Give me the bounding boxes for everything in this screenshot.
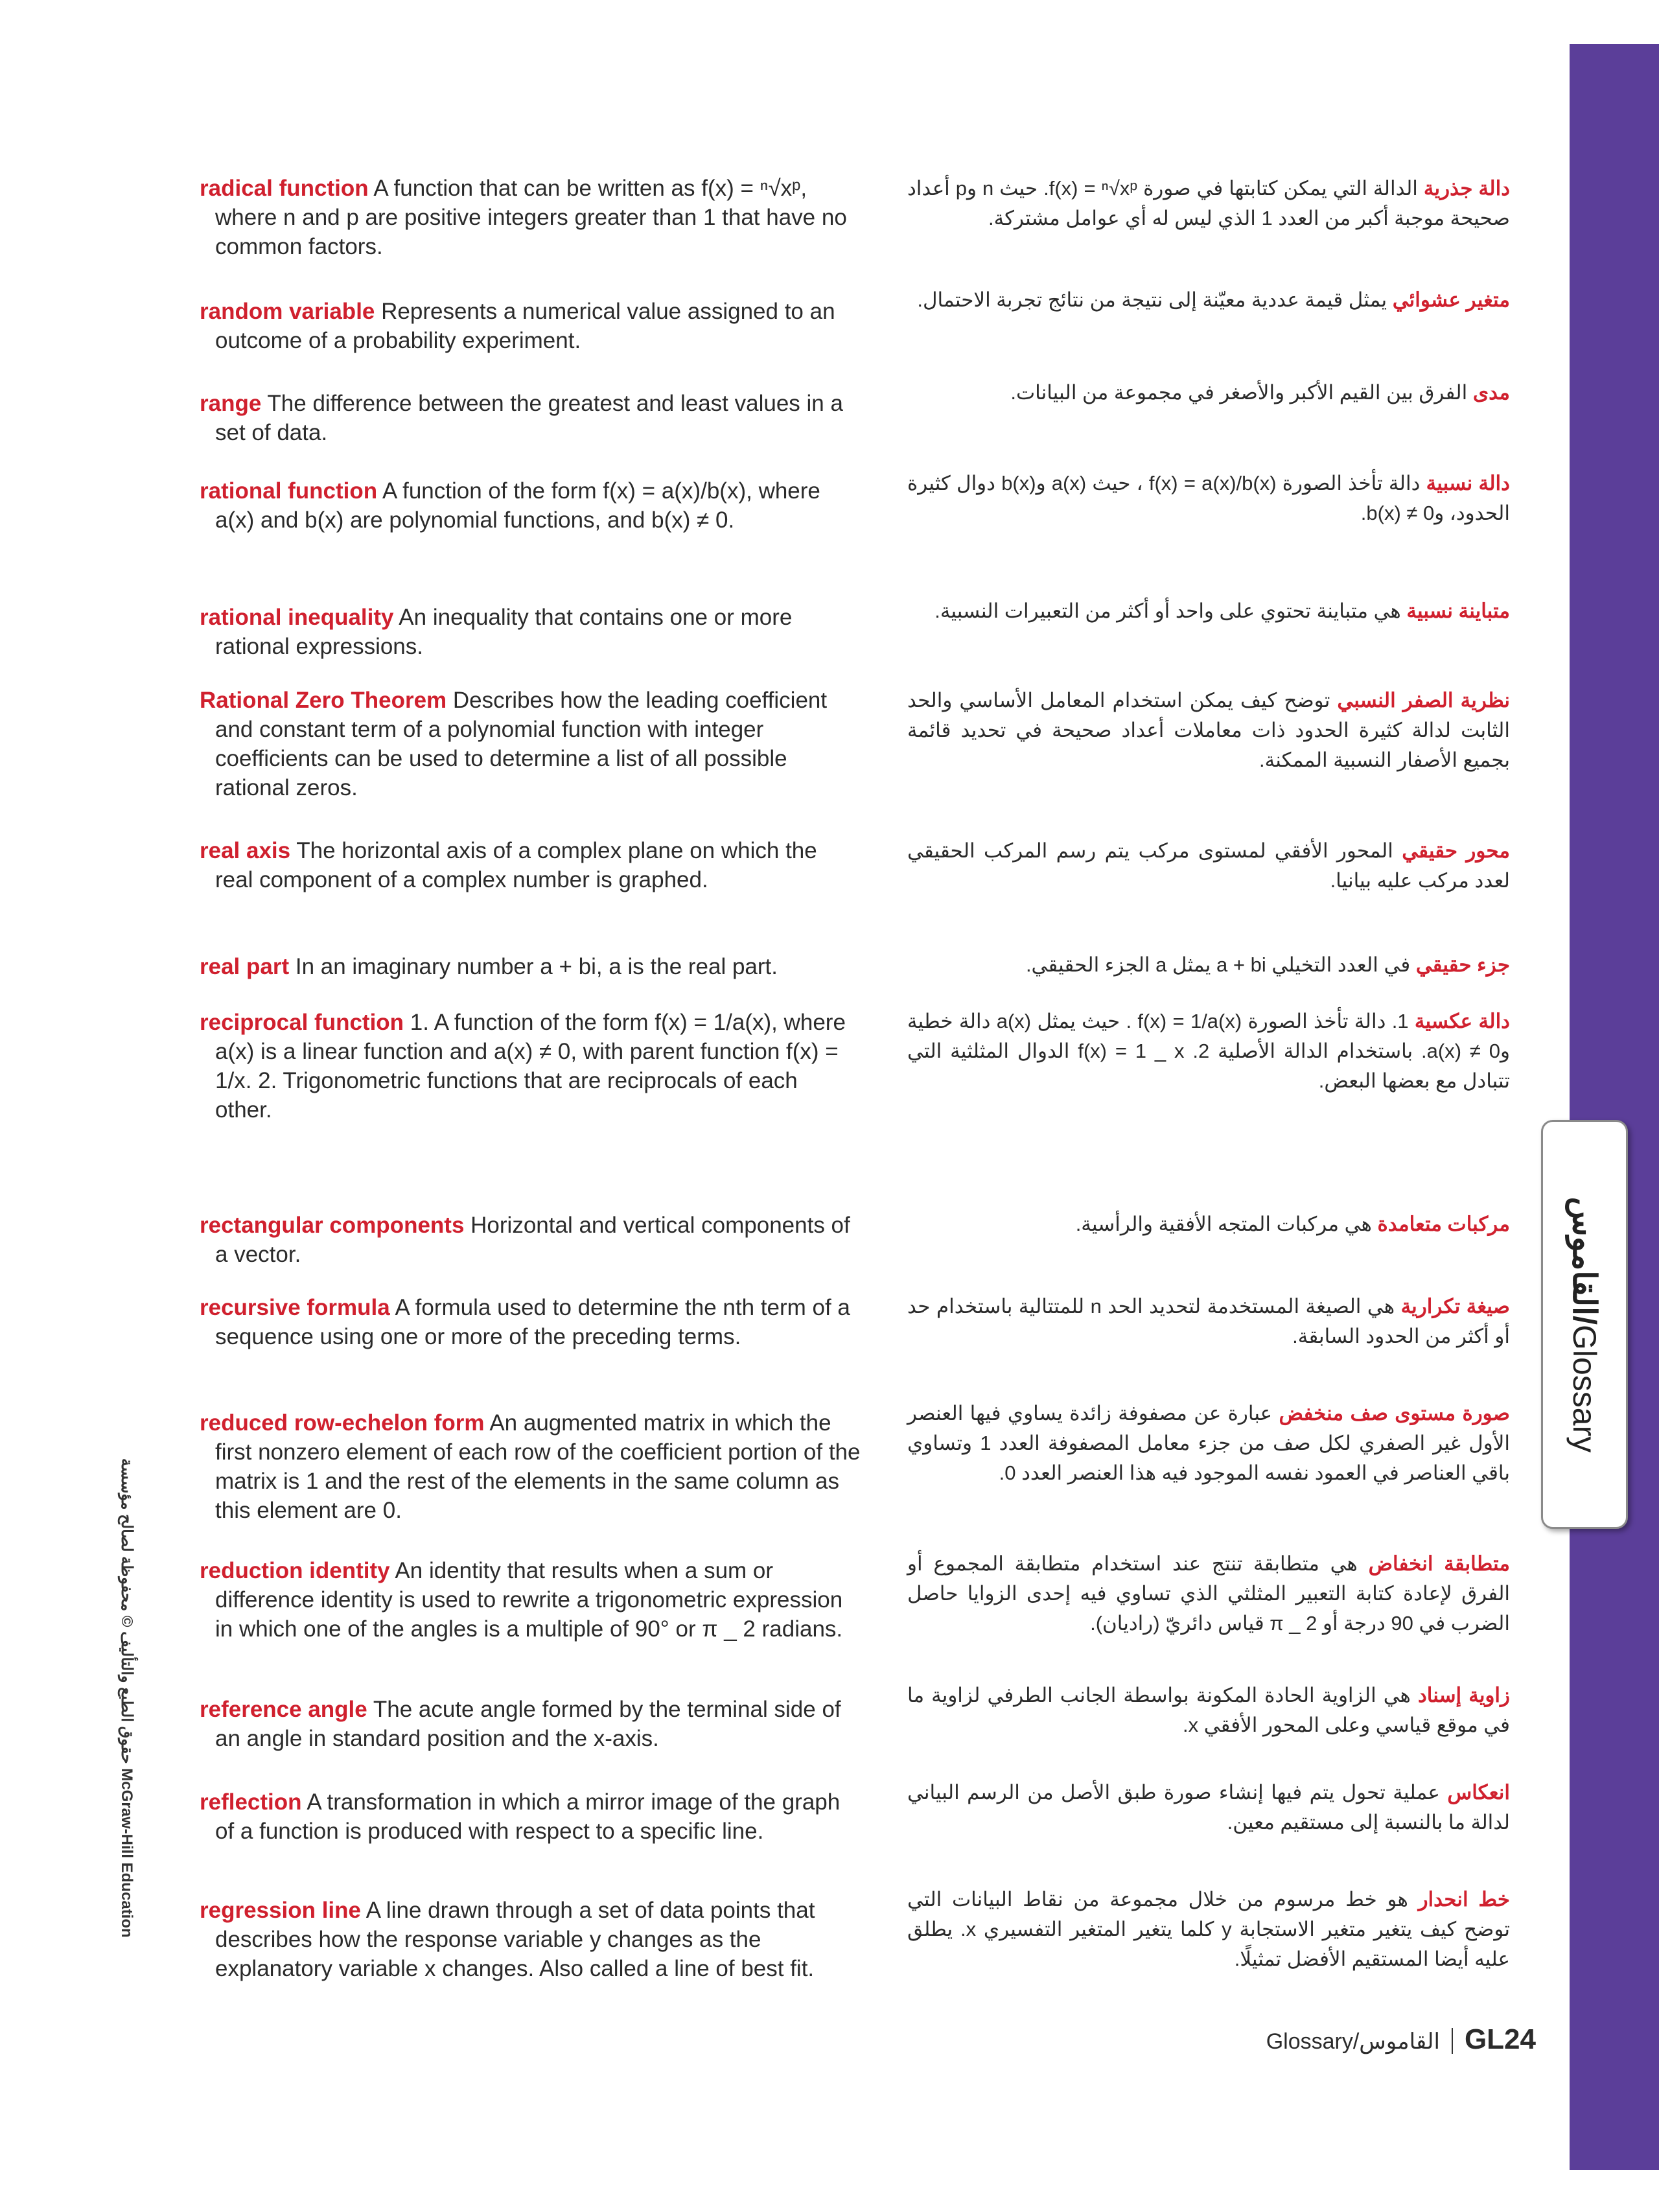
- definition: A function that can be written as f(x) = ⁿ√xᵖ, where n and p are positive integers greater than 1 that have no common factors.: [215, 176, 847, 259]
- footer-divider: [1452, 2028, 1453, 2054]
- term: reflection: [200, 1789, 302, 1815]
- term: متغير عشوائي: [1392, 288, 1510, 311]
- definition: The horizontal axis of a complex plane on which the real component of a complex number is graphed.: [215, 838, 817, 892]
- glossary-entry-ar: [907, 1681, 1510, 1740]
- glossary-entry-en: [200, 1787, 861, 1846]
- definition: توضح كيف يمكن استخدام المعامل الأساسي والحد الثابت لدالة كثيرة الحدود ذات معاملات أعداد صحيحة في تحديد قائمة بجميع الأصفار النسبية الممكنة.: [907, 689, 1510, 771]
- term: reduced row-echelon form: [200, 1410, 485, 1436]
- glossary-entry-ar: [907, 378, 1510, 408]
- term: reduction identity: [200, 1558, 390, 1583]
- glossary-entry-ar: [907, 1549, 1510, 1638]
- definition: يمثل قيمة عددية معيّنة إلى نتيجة من نتائج تجربة الاحتمال.: [917, 288, 1387, 311]
- term: متباينة نسبية: [1406, 600, 1510, 622]
- term: rational inequality: [200, 605, 394, 630]
- glossary-tab-sep: /: [1566, 1315, 1603, 1325]
- glossary-entry-en: [200, 836, 861, 894]
- term: rectangular components: [200, 1213, 465, 1238]
- glossary-entry-en: [200, 603, 861, 661]
- term: خط انحدار: [1418, 1888, 1510, 1911]
- definition: الدالة التي يمكن كتابتها في صورة f(x) = ⁿ√xᵖ. حيث n وp أعداد صحيحة موجبة أكبر من العدد 1 الذي ليس له أي عوامل مشتركة.: [907, 177, 1510, 229]
- glossary-side-band: [1570, 44, 1659, 2170]
- definition: الفرق بين القيم الأكبر والأصغر في مجموعة من البيانات.: [1010, 381, 1468, 404]
- glossary-entry-ar: [907, 596, 1510, 626]
- glossary-entry-ar: [907, 285, 1510, 315]
- glossary-entry-ar: [907, 1007, 1510, 1096]
- term: صورة مستوى صف منخفض: [1279, 1402, 1510, 1425]
- footer-label-ar: القاموس: [1359, 2029, 1440, 2054]
- term: reference angle: [200, 1697, 367, 1722]
- page-number: GL24: [1464, 2023, 1536, 2055]
- definition: An augmented matrix in which the first nonzero element of each row of the coefficient portion of the matrix is 1 and the rest of the elements in the same column as this element are 0.: [215, 1410, 861, 1523]
- glossary-entry-ar: [907, 1778, 1510, 1837]
- glossary-entry-ar: [907, 836, 1510, 896]
- glossary-entry-ar: [907, 950, 1510, 980]
- page-footer: [1266, 2023, 1536, 2056]
- definition: Represents a numerical value assigned to an outcome of a probability experiment.: [215, 299, 835, 353]
- definition: An identity that results when a sum or difference identity is used to rewrite a trigonometric expression in which one of the angles is a multiple of 90° or π _ 2 radians.: [215, 1558, 843, 1642]
- definition: في العدد التخيلي a + bi يمثل a الجزء الحقيقي.: [1025, 953, 1411, 976]
- glossary-entry-en: [200, 1408, 861, 1525]
- term: real part: [200, 954, 290, 979]
- definition: A transformation in which a mirror image of the graph of a function is produced with respect to a specific line.: [215, 1789, 841, 1844]
- glossary-entry-ar: [907, 1292, 1510, 1351]
- term: صيغة تكرارية: [1400, 1295, 1510, 1318]
- term: Rational Zero Theorem: [200, 688, 447, 713]
- glossary-tab-en: Glossary: [1566, 1324, 1603, 1452]
- glossary-tab-ar: القاموس: [1566, 1196, 1603, 1316]
- glossary-entry-ar: [907, 1209, 1510, 1239]
- term: دالة نسبية: [1426, 472, 1510, 495]
- term: regression line: [200, 1898, 361, 1923]
- definition: هي متباينة تحتوي على واحد أو أكثر من التعبيرات النسبية.: [934, 600, 1401, 622]
- term: نظرية الصفر النسبي: [1337, 689, 1510, 712]
- term: مركبات متعامدة: [1377, 1213, 1510, 1235]
- definition: عملية تحول يتم فيها إنشاء صورة طبق الأصل من الرسم البياني لدالة ما بالنسبة إلى مستقيم معين.: [907, 1781, 1510, 1834]
- glossary-entry-en: [200, 476, 861, 535]
- definition: A line drawn through a set of data points that describes how the response variable y changes as the explanatory variable x changes. Also called a line of best fit.: [215, 1898, 815, 1981]
- definition: Describes how the leading coefficient and constant term of a polynomial function with integer coefficients can be used to determine a list of all possible rational zeros.: [215, 688, 828, 800]
- glossary-entry-en: [200, 952, 861, 981]
- term: rational function: [200, 478, 378, 504]
- glossary-entry-en: [200, 1695, 861, 1753]
- term: real axis: [200, 838, 291, 863]
- glossary-entry-en: [200, 1008, 861, 1124]
- glossary-entry-en: [200, 686, 861, 802]
- term: دالة عكسية: [1414, 1010, 1510, 1032]
- definition: هي الزاوية الحادة المكونة بواسطة الجانب الطرفي لزاوية ما في موقع قياسي وعلى المحور الأفقي x.: [907, 1684, 1510, 1736]
- glossary-entry-en: [200, 1896, 861, 1983]
- term: زاوية إسناد: [1417, 1684, 1510, 1706]
- term: range: [200, 391, 262, 416]
- definition: هي مركبات المتجه الأفقية والرأسية.: [1075, 1213, 1372, 1235]
- definition: 1. A function of the form f(x) = 1/a(x), where a(x) is a linear function and a(x) ≠ 0, with parent function f(x) = 1/x. 2. Trigonometric functions that are reciprocals of each other.: [215, 1010, 846, 1123]
- glossary-entry-en: [200, 1293, 861, 1351]
- definition: هي الصيغة المستخدمة لتحديد الحد n للمتتالية باستخدام حد أو أكثر من الحدود السابقة.: [907, 1295, 1510, 1347]
- glossary-entry-en: [200, 174, 861, 261]
- definition: A formula used to determine the nth term of a sequence using one or more of the preceding terms.: [215, 1295, 850, 1349]
- glossary-entry-ar: [907, 469, 1510, 528]
- definition: المحور الأفقي لمستوى مركب يتم رسم المركب الحقيقي لعدد مركب عليه بيانيا.: [907, 839, 1510, 892]
- term: recursive formula: [200, 1295, 390, 1320]
- term: متطابقة انخفاض: [1368, 1552, 1510, 1575]
- definition: In an imaginary number a + bi, a is the real part.: [295, 954, 778, 979]
- term: radical function: [200, 176, 369, 201]
- glossary-entry-en: [200, 1211, 861, 1269]
- definition: 1. دالة تأخذ الصورة f(x) = 1/a(x) . حيث يمثل a(x) دالة خطية وa(x) ≠ 0. باستخدام الدالة الأصلية f(x) = 1 _ x .2 الدوال المثلثية التي تتبادل مع بعضها البعض.: [907, 1010, 1510, 1092]
- footer-label-en: Glossary/: [1266, 2029, 1360, 2054]
- definition: هي متطابقة تنتج عند استخدام متطابقة المجموع أو الفرق لإعادة كتابة التعبير المثلثي الذي تساوي فيه إحدى الزوايا حاصل الضرب في 90 درجة أو π _ 2 قياس دائريّ (راديان).: [907, 1552, 1510, 1635]
- term: انعكاس: [1447, 1781, 1510, 1804]
- term: جزء حقيقي: [1415, 953, 1510, 976]
- term: محور حقيقي: [1402, 839, 1510, 862]
- term: random variable: [200, 299, 375, 324]
- definition: عبارة عن مصفوفة زائدة يساوي فيها العنصر الأول غير الصفري لكل صف من جزء معامل المصفوفة العدد 1 وتساوي باقي العناصر في العمود نفسه الموجود فيه هذا العنصر العدد 0.: [907, 1402, 1510, 1484]
- term: reciprocal function: [200, 1010, 404, 1035]
- definition: The difference between the greatest and least values in a set of data.: [215, 391, 843, 445]
- definition: The acute angle formed by the terminal side of an angle in standard position and the x-axis.: [215, 1697, 841, 1751]
- definition: An inequality that contains one or more rational expressions.: [215, 605, 793, 659]
- glossary-entry-ar: [907, 686, 1510, 775]
- glossary-entry-en: [200, 1556, 861, 1644]
- copyright-credit: حقوق الطبع والتأليف © محفوظة لصالح مؤسسة McGraw-Hill Education: [118, 1458, 135, 1938]
- definition: دالة تأخذ الصورة f(x) = a(x)/b(x) ، حيث a(x) وb(x) دوال كثيرة الحدود، وb(x) ≠ 0.: [907, 472, 1510, 524]
- definition: Horizontal and vertical components of a vector.: [215, 1213, 850, 1267]
- glossary-entry-ar: [907, 174, 1510, 233]
- glossary-entry-en: [200, 297, 861, 355]
- definition: A function of the form f(x) = a(x)/b(x), where a(x) and b(x) are polynomial functions, and b(x) ≠ 0.: [215, 478, 820, 533]
- term: دالة جذرية: [1423, 177, 1511, 200]
- glossary-tab: [1541, 1120, 1628, 1529]
- glossary-entry-ar: [907, 1399, 1510, 1488]
- glossary-entry-en: [200, 389, 861, 447]
- definition: هو خط مرسوم من خلال مجموعة من نقاط البيانات التي توضح كيف يتغير متغير الاستجابة y كلما يتغير المتغير التفسيري x. يطلق عليه أيضا المستقيم الأفضل تمثيلًا.: [907, 1888, 1510, 1970]
- term: مدى: [1472, 381, 1510, 404]
- glossary-entry-ar: [907, 1885, 1510, 1974]
